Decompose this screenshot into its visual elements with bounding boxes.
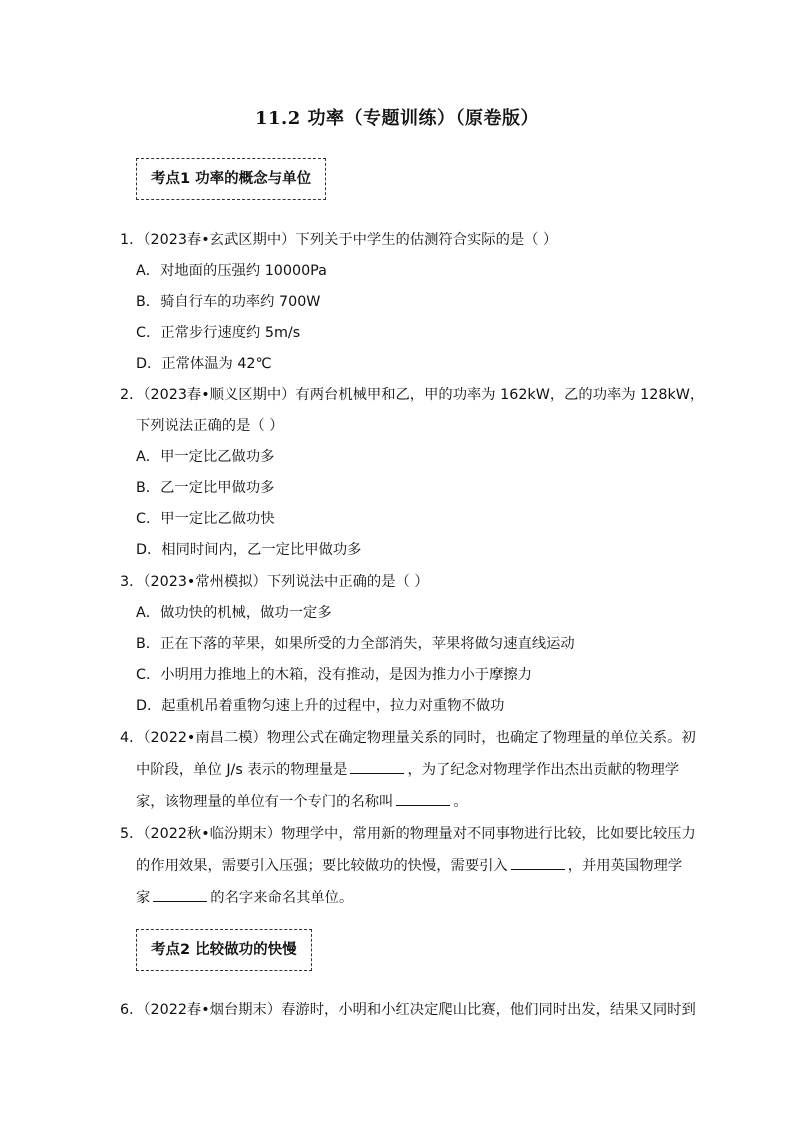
topic-box-1: 考点1 功率的概念与单位 — [136, 158, 326, 200]
question-5-line-2 — [136, 855, 682, 875]
question-6-line-1: 6．（2022春•烟台期末）春游时，小明和小红决定爬山比赛，他们同时出发，结果又同时到 — [120, 1002, 696, 1018]
question-2-option-b: B．乙一定比甲做功多 — [136, 480, 275, 496]
question-4-line-3-text-a: 家，该物理量的单位有一个专门的名称叫 — [136, 794, 394, 810]
question-5-line-1: 5．（2022秋•临汾期末）物理学中，常用新的物理量对不同事物进行比较，比如要比较压力 — [120, 826, 696, 842]
question-5-line-3 — [136, 887, 353, 907]
question-2-stem-cont: 下列说法正确的是（ ） — [136, 418, 284, 434]
question-4-line-3 — [136, 791, 468, 811]
question-2-option-d: D．相同时间内，乙一定比甲做功多 — [136, 542, 362, 558]
topic-box-2: 考点2 比较做功的快慢 — [136, 929, 312, 971]
question-5-line-2-text-b: ，并用英国物理学 — [567, 858, 683, 874]
question-1-option-d: D．正常体温为 42℃ — [136, 356, 272, 372]
question-1-stem: 1．（2023春•玄武区期中）下列关于中学生的估测符合实际的是（ ） — [120, 232, 558, 248]
question-2-option-c: C．甲一定比乙做功快 — [136, 511, 275, 527]
question-5-line-3-text-a: 家 — [136, 890, 151, 906]
question-3-option-b: B．正在下落的苹果，如果所受的力全部消失，苹果将做匀速直线运动 — [136, 636, 575, 652]
answer-blank — [396, 804, 450, 806]
question-5-line-2-text-a: 的作用效果，需要引入压强；要比较做功的快慢，需要引入 — [136, 858, 508, 874]
page-title: 11.2 功率（专题训练）（原卷版） — [254, 108, 540, 129]
question-4-line-2 — [136, 759, 679, 779]
question-1-option-b: B．骑自行车的功率约 700W — [136, 294, 321, 310]
question-5-line-3-text-b: 的名字来命名其单位。 — [210, 890, 354, 906]
answer-blank — [153, 900, 207, 902]
question-3-option-d: D．起重机吊着重物匀速上升的过程中，拉力对重物不做功 — [136, 698, 505, 714]
question-4-line-2-text-a: 中阶段，单位 J/s 表示的物理量是 — [136, 762, 348, 778]
answer-blank — [350, 772, 404, 774]
answer-blank — [511, 868, 565, 870]
question-4-line-3-text-b: 。 — [453, 794, 468, 810]
question-2-option-a: A．甲一定比乙做功多 — [136, 449, 275, 465]
question-3-stem: 3．（2023•常州模拟）下列说法中正确的是（ ） — [120, 574, 429, 590]
question-3-option-c: C．小明用力推地上的木箱，没有推动，是因为推力小于摩擦力 — [136, 667, 532, 683]
question-1-option-c: C．正常步行速度约 5m/s — [136, 325, 301, 341]
question-1-option-a: A．对地面的压强约 10000Pa — [136, 263, 327, 279]
question-4-line-1: 4．（2022•南昌二模）物理公式在确定物理量关系的同时，也确定了物理量的单位关系。初 — [120, 730, 696, 746]
question-3-option-a: A．做功快的机械，做功一定多 — [136, 605, 332, 621]
question-2-stem: 2．（2023春•顺义区期中）有两台机械甲和乙，甲的功率为 162kW，乙的功率为 128kW， — [120, 387, 705, 403]
question-4-line-2-text-b: ，为了纪念对物理学作出杰出贡献的物理学 — [407, 762, 680, 778]
